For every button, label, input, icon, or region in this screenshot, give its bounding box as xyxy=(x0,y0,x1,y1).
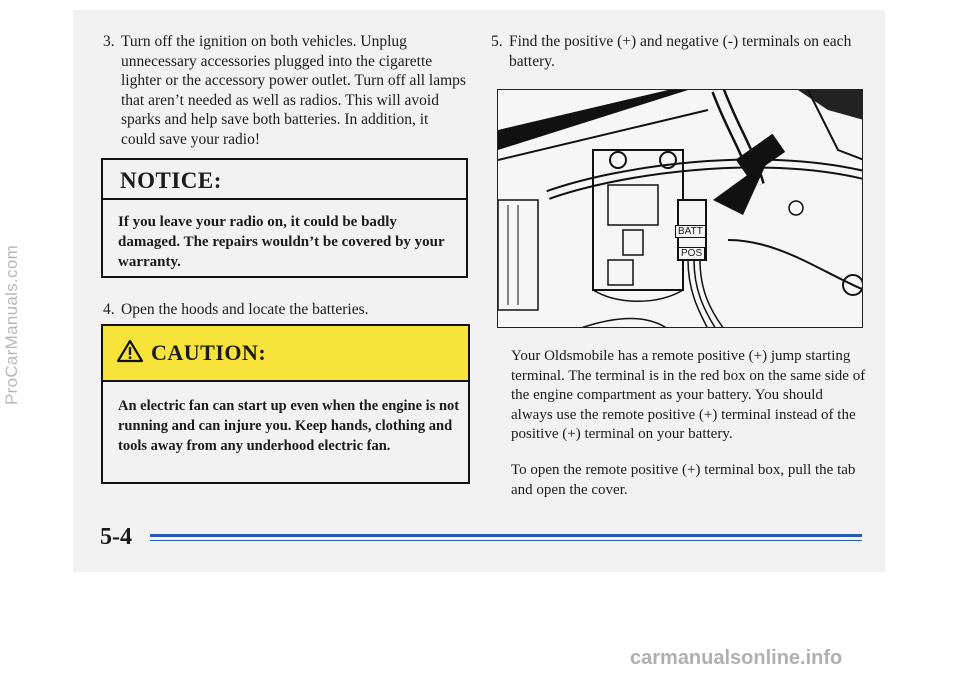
caution-header xyxy=(103,326,468,382)
footer-rule-thin xyxy=(150,540,862,541)
notice-title: NOTICE: xyxy=(103,160,466,200)
footer-rule-thick xyxy=(150,534,862,537)
step-4-text: Open the hoods and locate the batteries. xyxy=(121,301,369,318)
warning-triangle-icon xyxy=(117,339,143,368)
batt-label: BATT xyxy=(675,225,706,238)
step-4-number: 4. xyxy=(103,301,115,318)
engine-drawing xyxy=(498,90,863,328)
open-terminal-box-paragraph: To open the remote positive (+) terminal box, pull the tab and open the cover. xyxy=(511,462,856,498)
step-5-text: Find the positive (+) and negative (-) terminals on each battery. xyxy=(509,33,852,70)
bottom-watermark: carmanualsonline.info xyxy=(630,647,843,669)
engine-illustration xyxy=(497,89,863,328)
caution-box xyxy=(101,324,470,484)
notice-text: If you leave your radio on, it could be badly damaged. The repairs wouldn’t be covered by your warranty. xyxy=(118,214,445,270)
step-5-number: 5. xyxy=(491,33,503,50)
caution-title: CAUTION: xyxy=(151,340,267,365)
side-watermark: ProCarManuals.com xyxy=(2,244,21,405)
remote-terminal-paragraph: Your Oldsmobile has a remote positive (+) jump starting terminal. The terminal is in the red box on the same side of the engine compartment as your battery. You should always use the remote positive (+) terminal instead of the positive (+) terminal on your battery. xyxy=(511,348,866,442)
step-3-number: 3. xyxy=(103,33,115,50)
notice-box xyxy=(101,158,468,278)
caution-text: An electric fan can start up even when the engine is not running and can injure you. Keep hands, clothing and tools away from any underhood electric fan. xyxy=(118,398,460,454)
step-3-text: Turn off the ignition on both vehicles. Unplug unnecessary accessories plugged into the cigarette lighter or the accessory power outlet. Turn off all lamps that aren’t needed as well as radios. This will avoid sparks and help save both batteries. In addition, it could save your radio! xyxy=(121,33,466,148)
page-number: 5-4 xyxy=(100,524,132,550)
pos-label: POS xyxy=(678,247,705,260)
